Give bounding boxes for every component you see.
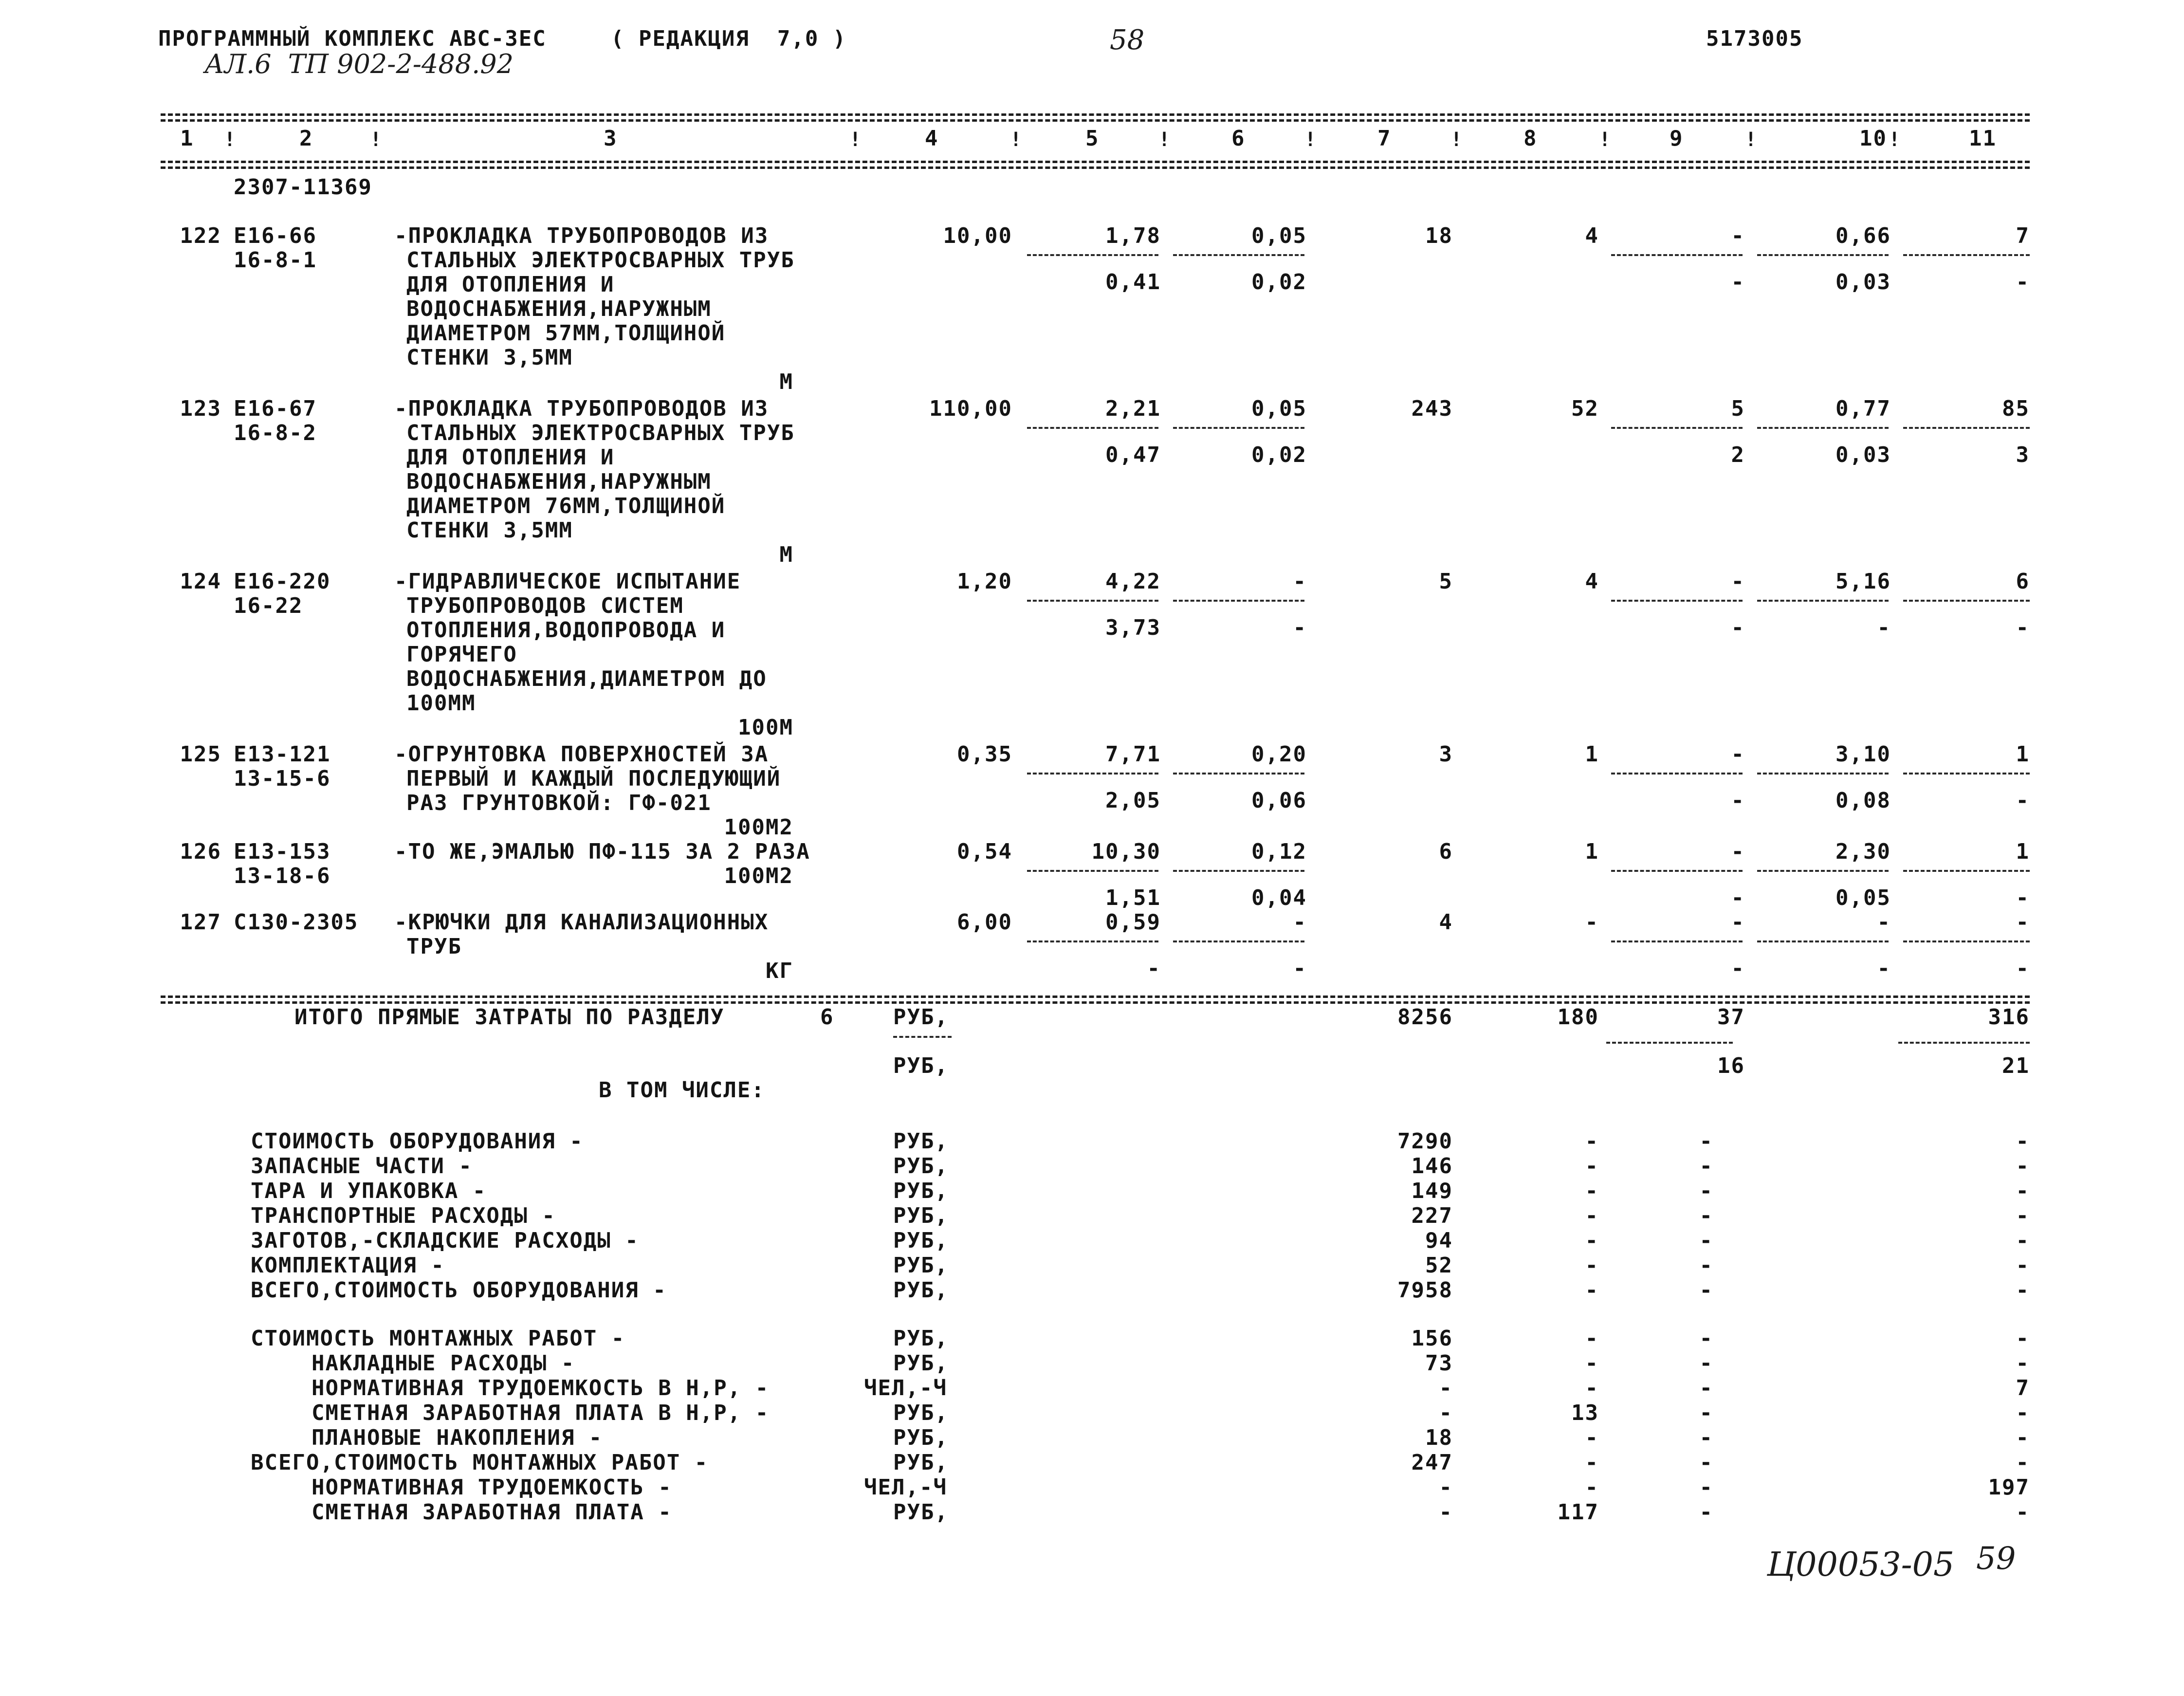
row-description-line: ТРУБ [406, 934, 462, 959]
rule-top [161, 113, 2030, 116]
row-c11-top: - [2016, 910, 2030, 935]
row-c9-top: - [1731, 910, 1745, 935]
row-code: С130-2305 [234, 910, 359, 935]
footer-doc-code: Ц00053-05 [1767, 1546, 1955, 1584]
row-c11-bottom: - [2016, 956, 2030, 981]
column-separator: ! [1745, 129, 1758, 151]
breakdown-c8: - [1585, 1326, 1599, 1351]
row-split-rule [1903, 940, 2030, 942]
row-split-rule [1757, 940, 1889, 942]
breakdown-label: КОМПЛЕКТАЦИЯ - [251, 1253, 445, 1278]
row-split-rule [1173, 427, 1304, 429]
row-c5-bottom: - [1147, 956, 1161, 981]
row-unit: 100М [738, 715, 793, 740]
document-code: 5173005 [1706, 26, 1803, 51]
breakdown-unit: РУБ, [893, 1351, 949, 1376]
row-c5-top: 4,22 [1105, 569, 1161, 594]
row-c5-bottom: 2,05 [1105, 788, 1161, 813]
row-c10-top: 2,30 [1835, 839, 1891, 864]
breakdown-c7: - [1439, 1475, 1453, 1500]
row-c6-bottom: - [1293, 956, 1307, 981]
row-c10-top: - [1877, 910, 1891, 935]
breakdown-unit: РУБ, [893, 1450, 949, 1475]
breakdown-c11: 7 [2016, 1376, 2030, 1401]
breakdown-c9: - [1699, 1401, 1713, 1425]
row-quantity: 10,00 [943, 223, 1012, 248]
row-c10-top: 0,77 [1835, 396, 1891, 421]
rule-totals-2 [161, 1001, 2030, 1004]
row-c6-top: - [1293, 910, 1307, 935]
row-c6-bottom: 0,02 [1251, 442, 1307, 467]
breakdown-unit: РУБ, [893, 1203, 949, 1228]
row-c5-top: 0,59 [1105, 910, 1161, 935]
row-c5-top: 7,71 [1105, 742, 1161, 767]
row-description-line: СТЕНКИ 3,5ММ [406, 345, 573, 370]
row-c7-top: 18 [1425, 223, 1453, 248]
row-c5-top: 1,78 [1105, 223, 1161, 248]
breakdown-label: СМЕТНАЯ ЗАРАБОТНАЯ ПЛАТА - [312, 1500, 672, 1525]
row-split-rule [1903, 600, 2030, 602]
row-subcode: 16-22 [234, 593, 303, 618]
row-split-rule [1611, 870, 1743, 872]
column-header-11: 11 [1969, 126, 1997, 151]
row-unit: М [779, 369, 793, 394]
breakdown-label: СТОИМОСТЬ МОНТАЖНЫХ РАБОТ - [251, 1326, 625, 1351]
row-split-rule [1903, 773, 2030, 774]
rule-header-bottom-2 [161, 166, 2030, 169]
row-split-rule [1027, 940, 1158, 942]
row-description-line: 100ММ [406, 691, 476, 716]
breakdown-c9: - [1699, 1326, 1713, 1351]
row-description-line: РАЗ ГРУНТОВКОЙ: ГФ-021 [406, 791, 712, 815]
row-c11-top: 6 [2016, 569, 2030, 594]
column-header-10: 10 [1859, 126, 1887, 151]
row-c8-top: 1 [1585, 742, 1599, 767]
row-split-rule [1027, 870, 1158, 872]
row-split-rule [1757, 427, 1889, 429]
row-subcode: 13-18-6 [234, 864, 331, 888]
row-number: 124 [180, 569, 221, 594]
program-name: ПРОГРАММНЫЙ КОМПЛЕКС АВС-3ЕС [158, 26, 547, 51]
column-header-5: 5 [1085, 126, 1100, 151]
row-description-line: ВОДОСНАБЖЕНИЯ,НАРУЖНЫМ [406, 469, 712, 494]
breakdown-c7: 94 [1425, 1228, 1453, 1253]
row-split-rule [1173, 940, 1304, 942]
totals-c11-top: 316 [1988, 1005, 2030, 1030]
row-split-rule [1757, 773, 1889, 774]
breakdown-c11: - [2016, 1425, 2030, 1450]
row-split-rule [1173, 773, 1304, 774]
including-label: В ТОМ ЧИСЛЕ: [599, 1078, 765, 1103]
column-header-7: 7 [1377, 126, 1392, 151]
row-c10-top: 5,16 [1835, 569, 1891, 594]
row-c6-top: 0,20 [1251, 742, 1307, 767]
row-description-line: ДЛЯ ОТОПЛЕНИЯ И [406, 445, 615, 470]
breakdown-label: НАКЛАДНЫЕ РАСХОДЫ - [312, 1351, 575, 1376]
breakdown-c11: - [2016, 1203, 2030, 1228]
breakdown-c9: - [1699, 1278, 1713, 1303]
totals-c7: 8256 [1397, 1005, 1453, 1030]
row-subcode: 16-8-2 [234, 421, 317, 445]
row-c5-bottom: 1,51 [1105, 885, 1161, 910]
row-c5-bottom: 0,41 [1105, 270, 1161, 295]
row-description-line: СТАЛЬНЫХ ЭЛЕКТРОСВАРНЫХ ТРУБ [406, 248, 795, 273]
row-split-rule [1611, 600, 1743, 602]
breakdown-c9: - [1699, 1376, 1713, 1401]
row-code: Е13-121 [234, 742, 331, 767]
breakdown-c9: - [1699, 1179, 1713, 1203]
project-handwritten: АЛ.6 ТП 902-2-488.92 [204, 49, 514, 79]
breakdown-unit: РУБ, [893, 1326, 949, 1351]
breakdown-c11: - [2016, 1500, 2030, 1525]
row-description-line: СТЕНКИ 3,5ММ [406, 518, 573, 543]
breakdown-label: ВСЕГО,СТОИМОСТЬ МОНТАЖНЫХ РАБОТ - [251, 1450, 709, 1475]
row-number: 122 [180, 223, 221, 248]
breakdown-c7: 149 [1411, 1179, 1453, 1203]
row-description-line: ДЛЯ ОТОПЛЕНИЯ И [406, 272, 615, 297]
row-split-rule [1611, 427, 1743, 429]
breakdown-c8: - [1585, 1253, 1599, 1278]
rule-header-bottom [161, 161, 2030, 163]
row-c11-top: 1 [2016, 839, 2030, 864]
column-separator: ! [1158, 129, 1172, 151]
breakdown-c11: - [2016, 1253, 2030, 1278]
breakdown-c7: - [1439, 1401, 1453, 1425]
row-c5-top: 2,21 [1105, 396, 1161, 421]
row-description-line: -ПРОКЛАДКА ТРУБОПРОВОДОВ ИЗ [394, 396, 769, 421]
totals-c9-rule [1606, 1042, 1733, 1044]
row-c5-bottom: 0,47 [1105, 442, 1161, 467]
breakdown-c8: - [1585, 1179, 1599, 1203]
row-c6-top: 0,05 [1251, 223, 1307, 248]
row-c9-bottom: - [1731, 270, 1745, 295]
row-quantity: 0,54 [957, 839, 1012, 864]
breakdown-c7: 18 [1425, 1425, 1453, 1450]
row-c6-bottom: 0,02 [1251, 270, 1307, 295]
row-c11-top: 1 [2016, 742, 2030, 767]
breakdown-label: ЗАПАСНЫЕ ЧАСТИ - [251, 1154, 473, 1179]
column-separator: ! [1889, 129, 1902, 151]
breakdown-unit: РУБ, [893, 1278, 949, 1303]
row-c8-top: 4 [1585, 569, 1599, 594]
breakdown-label: НОРМАТИВНАЯ ТРУДОЕМКОСТЬ В Н,Р, - [312, 1376, 770, 1401]
breakdown-c7: 156 [1411, 1326, 1453, 1351]
breakdown-unit: РУБ, [893, 1253, 949, 1278]
breakdown-label: ВСЕГО,СТОИМОСТЬ ОБОРУДОВАНИЯ - [251, 1278, 667, 1303]
row-code: Е16-220 [234, 569, 331, 594]
row-c8-top: 1 [1585, 839, 1599, 864]
breakdown-c11: - [2016, 1154, 2030, 1179]
breakdown-c9: - [1699, 1203, 1713, 1228]
row-c10-bottom: 0,08 [1835, 788, 1891, 813]
row-description-line: ВОДОСНАБЖЕНИЯ,ДИАМЕТРОМ ДО [406, 666, 767, 691]
column-separator: ! [224, 129, 237, 151]
row-c10-bottom: 0,03 [1835, 442, 1891, 467]
row-c10-top: 0,66 [1835, 223, 1891, 248]
breakdown-c8: 117 [1557, 1500, 1599, 1525]
breakdown-c7: - [1439, 1376, 1453, 1401]
row-c8-top: 4 [1585, 223, 1599, 248]
breakdown-c8: - [1585, 1278, 1599, 1303]
row-split-rule [1611, 773, 1743, 774]
row-c5-bottom: 3,73 [1105, 615, 1161, 640]
breakdown-c8: - [1585, 1228, 1599, 1253]
totals-c9-bottom: 16 [1717, 1053, 1745, 1078]
totals-unit-rule [893, 1036, 952, 1038]
rule-totals [161, 995, 2030, 998]
column-separator: ! [849, 129, 863, 151]
row-c5-top: 10,30 [1091, 839, 1161, 864]
breakdown-c9: - [1699, 1154, 1713, 1179]
row-description-line: ДИАМЕТРОМ 76ММ,ТОЛЩИНОЙ [406, 494, 726, 518]
breakdown-unit: РУБ, [893, 1500, 949, 1525]
breakdown-unit: РУБ, [893, 1179, 949, 1203]
column-separator: ! [1010, 129, 1023, 151]
row-split-rule [1903, 427, 2030, 429]
column-separator: ! [1599, 129, 1612, 151]
breakdown-label: НОРМАТИВНАЯ ТРУДОЕМКОСТЬ - [312, 1475, 672, 1500]
row-description-line: ВОДОСНАБЖЕНИЯ,НАРУЖНЫМ [406, 296, 712, 321]
row-code: Е13-153 [234, 839, 331, 864]
breakdown-c7: 247 [1411, 1450, 1453, 1475]
breakdown-unit: РУБ, [893, 1401, 949, 1425]
breakdown-label: ТАРА И УПАКОВКА - [251, 1179, 487, 1203]
section-code: 2307-11369 [234, 175, 372, 200]
breakdown-c9: - [1699, 1351, 1713, 1376]
row-c8-top: - [1585, 910, 1599, 935]
breakdown-c11: - [2016, 1450, 2030, 1475]
row-split-rule [1027, 600, 1158, 602]
row-c11-top: 7 [2016, 223, 2030, 248]
row-description-line: -ОГРУНТОВКА ПОВЕРХНОСТЕЙ ЗА [394, 742, 769, 767]
row-split-rule [1027, 773, 1158, 774]
row-c6-top: 0,05 [1251, 396, 1307, 421]
breakdown-c11: 197 [1988, 1475, 2030, 1500]
row-quantity: 6,00 [957, 910, 1012, 935]
totals-section: 6 [820, 1005, 834, 1030]
row-description-line: ТРУБОПРОВОДОВ СИСТЕМ [406, 593, 684, 618]
breakdown-c7: 227 [1411, 1203, 1453, 1228]
breakdown-c7: 52 [1425, 1253, 1453, 1278]
breakdown-c11: - [2016, 1228, 2030, 1253]
totals-c11-rule [1898, 1042, 2030, 1044]
breakdown-label: ТРАНСПОРТНЫЕ РАСХОДЫ - [251, 1203, 556, 1228]
column-header-4: 4 [925, 126, 939, 151]
totals-c8: 180 [1557, 1005, 1599, 1030]
column-separator: ! [1304, 129, 1318, 151]
row-split-rule [1903, 870, 2030, 872]
row-number: 123 [180, 396, 221, 421]
row-code: Е16-67 [234, 396, 317, 421]
breakdown-unit: РУБ, [893, 1228, 949, 1253]
breakdown-c9: - [1699, 1253, 1713, 1278]
column-header-6: 6 [1231, 126, 1246, 151]
breakdown-c7: 7290 [1397, 1129, 1453, 1154]
row-c9-top: - [1731, 839, 1745, 864]
totals-unit-1: РУБ, [893, 1005, 949, 1030]
breakdown-unit: ЧЕЛ,-Ч [864, 1475, 947, 1500]
breakdown-c11: - [2016, 1401, 2030, 1425]
row-c11-top: 85 [2002, 396, 2030, 421]
breakdown-c8: - [1585, 1475, 1599, 1500]
breakdown-c11: - [2016, 1278, 2030, 1303]
footer-page: 59 [1976, 1541, 2016, 1577]
row-description-line: ДИАМЕТРОМ 57ММ,ТОЛЩИНОЙ [406, 321, 726, 346]
row-description-line: -ГИДРАВЛИЧЕСКОЕ ИСПЫТАНИЕ [394, 569, 741, 594]
row-number: 126 [180, 839, 221, 864]
column-header-9: 9 [1670, 126, 1684, 151]
row-c9-top: - [1731, 742, 1745, 767]
row-split-rule [1611, 254, 1743, 256]
row-unit: М [779, 542, 793, 567]
row-c10-top: 3,10 [1835, 742, 1891, 767]
row-split-rule [1903, 254, 2030, 256]
row-c7-top: 3 [1439, 742, 1453, 767]
row-split-rule [1757, 254, 1889, 256]
row-number: 127 [180, 910, 221, 935]
breakdown-c8: - [1585, 1425, 1599, 1450]
totals-c11-bottom: 21 [2002, 1053, 2030, 1078]
breakdown-c7: - [1439, 1500, 1453, 1525]
row-c6-bottom: - [1293, 615, 1307, 640]
row-c10-bottom: 0,03 [1835, 270, 1891, 295]
row-split-rule [1757, 870, 1889, 872]
rule-top-2 [161, 119, 2030, 122]
totals-unit-2: РУБ, [893, 1053, 949, 1078]
row-c6-bottom: 0,04 [1251, 885, 1307, 910]
row-c9-top: 5 [1731, 396, 1745, 421]
breakdown-c11: - [2016, 1129, 2030, 1154]
row-unit: 100М2 [724, 815, 793, 840]
breakdown-c8: - [1585, 1376, 1599, 1401]
breakdown-c8: - [1585, 1154, 1599, 1179]
breakdown-c11: - [2016, 1326, 2030, 1351]
row-split-rule [1173, 254, 1304, 256]
row-c9-top: - [1731, 569, 1745, 594]
breakdown-c8: - [1585, 1203, 1599, 1228]
row-quantity: 110,00 [929, 396, 1012, 421]
breakdown-c9: - [1699, 1228, 1713, 1253]
row-c7-top: 243 [1411, 396, 1453, 421]
edition: ( РЕДАКЦИЯ 7,0 ) [611, 26, 847, 51]
breakdown-unit: РУБ, [893, 1425, 949, 1450]
row-c11-bottom: - [2016, 788, 2030, 813]
row-description-line: -КРЮЧКИ ДЛЯ КАНАЛИЗАЦИОННЫХ [394, 910, 769, 935]
row-c10-bottom: - [1877, 615, 1891, 640]
row-c11-bottom: 3 [2016, 442, 2030, 467]
row-c10-bottom: 0,05 [1835, 885, 1891, 910]
breakdown-unit: РУБ, [893, 1129, 949, 1154]
row-unit: КГ [766, 959, 793, 983]
row-description-line: ПЕРВЫЙ И КАЖДЫЙ ПОСЛЕДУЮЩИЙ [406, 766, 781, 791]
row-code: Е16-66 [234, 223, 317, 248]
breakdown-label: ПЛАНОВЫЕ НАКОПЛЕНИЯ - [312, 1425, 603, 1450]
breakdown-unit: РУБ, [893, 1154, 949, 1179]
row-split-rule [1757, 600, 1889, 602]
column-header-3: 3 [604, 126, 618, 151]
row-description-line: -ТО ЖЕ,ЭМАЛЬЮ ПФ-115 ЗА 2 РАЗА [394, 839, 810, 864]
row-c11-bottom: - [2016, 270, 2030, 295]
row-description-line: ГОРЯЧЕГО [406, 642, 517, 667]
row-quantity: 0,35 [957, 742, 1012, 767]
row-split-rule [1027, 427, 1158, 429]
row-number: 125 [180, 742, 221, 767]
row-split-rule [1173, 870, 1304, 872]
row-c7-top: 4 [1439, 910, 1453, 935]
row-c9-bottom: - [1731, 615, 1745, 640]
breakdown-c8: - [1585, 1129, 1599, 1154]
breakdown-c7: 73 [1425, 1351, 1453, 1376]
row-c7-top: 5 [1439, 569, 1453, 594]
breakdown-c11: - [2016, 1179, 2030, 1203]
breakdown-c7: 7958 [1397, 1278, 1453, 1303]
breakdown-unit: ЧЕЛ,-Ч [864, 1376, 947, 1401]
row-c11-bottom: - [2016, 885, 2030, 910]
row-split-rule [1611, 940, 1743, 942]
breakdown-c9: - [1699, 1129, 1713, 1154]
row-description-line: ОТОПЛЕНИЯ,ВОДОПРОВОДА И [406, 618, 726, 643]
breakdown-c8: 13 [1571, 1401, 1599, 1425]
row-description-line: -ПРОКЛАДКА ТРУБОПРОВОДОВ ИЗ [394, 223, 769, 248]
breakdown-c11: - [2016, 1351, 2030, 1376]
breakdown-c8: - [1585, 1450, 1599, 1475]
breakdown-label: СМЕТНАЯ ЗАРАБОТНАЯ ПЛАТА В Н,Р, - [312, 1401, 770, 1425]
column-header-2: 2 [299, 126, 313, 151]
row-c9-bottom: 2 [1731, 442, 1745, 467]
column-header-8: 8 [1523, 126, 1538, 151]
row-quantity: 1,20 [957, 569, 1012, 594]
totals-c9-top: 37 [1717, 1005, 1745, 1030]
row-c6-top: - [1293, 569, 1307, 594]
column-header-1: 1 [180, 126, 194, 151]
breakdown-label: СТОИМОСТЬ ОБОРУДОВАНИЯ - [251, 1129, 584, 1154]
breakdown-c8: - [1585, 1351, 1599, 1376]
row-subcode: 13-15-6 [234, 766, 331, 791]
totals-label: ИТОГО ПРЯМЫЕ ЗАТРАТЫ ПО РАЗДЕЛУ [294, 1005, 725, 1030]
row-c6-top: 0,12 [1251, 839, 1307, 864]
breakdown-label: ЗАГОТОВ,-СКЛАДСКИЕ РАСХОДЫ - [251, 1228, 639, 1253]
breakdown-c7: 146 [1411, 1154, 1453, 1179]
row-unit: 100М2 [724, 864, 793, 888]
row-c9-bottom: - [1731, 885, 1745, 910]
row-c8-top: 52 [1571, 396, 1599, 421]
row-c11-bottom: - [2016, 615, 2030, 640]
column-separator: ! [370, 129, 383, 151]
row-c9-bottom: - [1731, 956, 1745, 981]
row-c9-bottom: - [1731, 788, 1745, 813]
row-c10-bottom: - [1877, 956, 1891, 981]
row-split-rule [1173, 600, 1304, 602]
row-subcode: 16-8-1 [234, 248, 317, 273]
page-number: 58 [1110, 24, 1145, 56]
breakdown-c9: - [1699, 1425, 1713, 1450]
row-c6-bottom: 0,06 [1251, 788, 1307, 813]
breakdown-c9: - [1699, 1450, 1713, 1475]
row-description-line: СТАЛЬНЫХ ЭЛЕКТРОСВАРНЫХ ТРУБ [406, 421, 795, 445]
row-c7-top: 6 [1439, 839, 1453, 864]
breakdown-c9: - [1699, 1475, 1713, 1500]
row-split-rule [1027, 254, 1158, 256]
breakdown-c9: - [1699, 1500, 1713, 1525]
row-c9-top: - [1731, 223, 1745, 248]
column-separator: ! [1450, 129, 1464, 151]
